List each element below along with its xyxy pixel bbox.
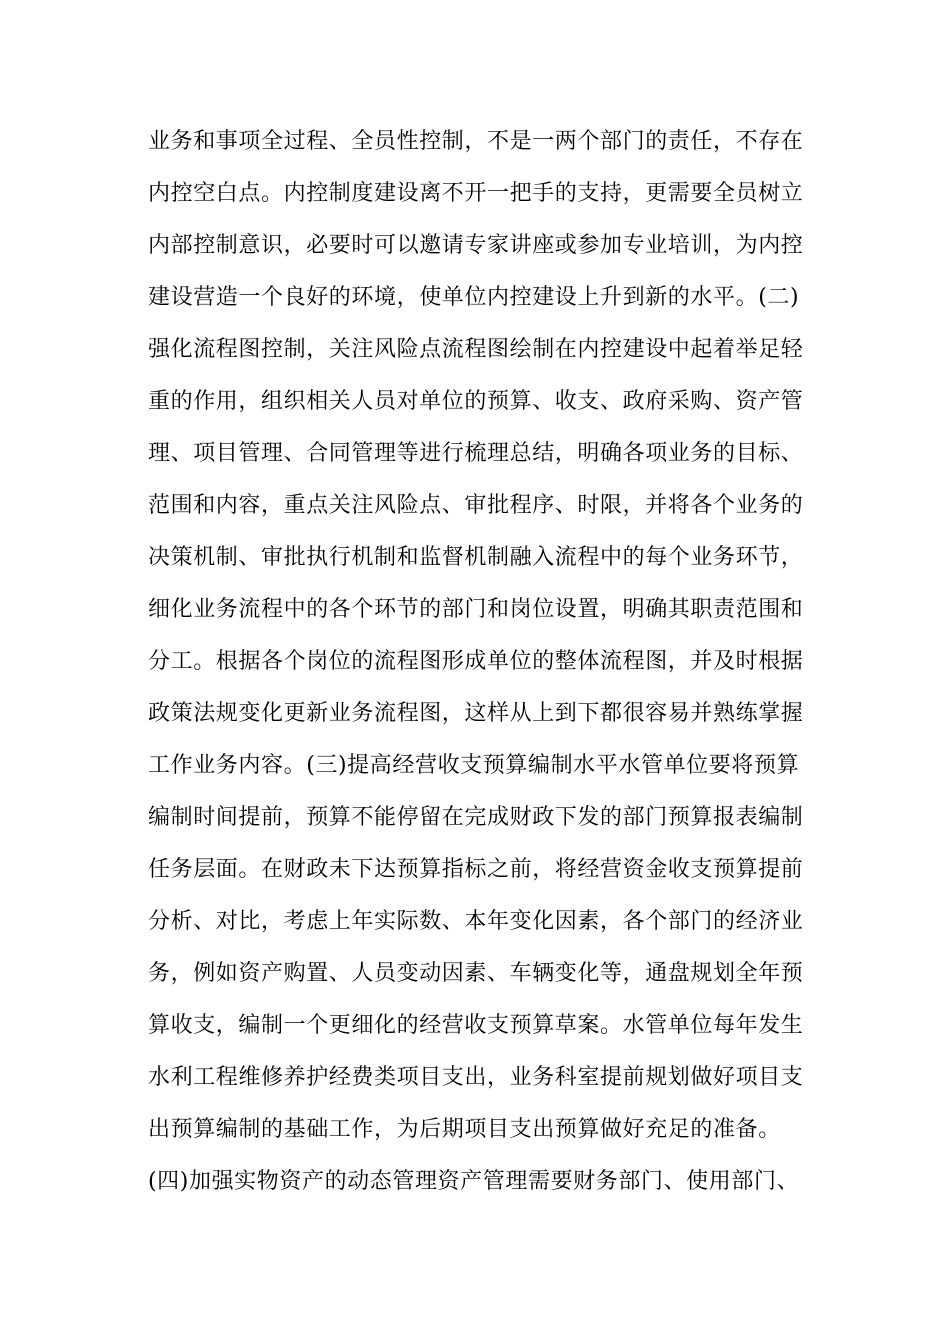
text-line: 分析、对比，考虑上年实际数、本年变化因素，各个部门的经济业 xyxy=(148,909,804,934)
text-line: 决策机制、审批执行机制和监督机制融入流程中的每个业务环节， xyxy=(148,545,804,570)
text-line: 建设营造一个良好的环境，使单位内控建设上升到新的水平。(二) xyxy=(148,285,800,310)
text-line: 任务层面。在财政未下达预算指标之前，将经营资金收支预算提前 xyxy=(148,857,804,882)
text-line: 分工。根据各个岗位的流程图形成单位的整体流程图，并及时根据 xyxy=(148,649,804,674)
text-line: 水利工程维修养护经费类项目支出，业务科室提前规划做好项目支 xyxy=(148,1065,804,1090)
body-text xyxy=(148,116,808,1208)
text-line: 算收支，编制一个更细化的经营收支预算草案。水管单位每年发生 xyxy=(148,1013,804,1038)
text-line: 出预算编制的基础工作，为后期项目支出预算做好充足的准备。 xyxy=(148,1117,781,1142)
text-line: (四)加强实物资产的动态管理资产管理需要财务部门、使用部门、 xyxy=(148,1169,800,1194)
text-line: 务，例如资产购置、人员变动因素、车辆变化等，通盘规划全年预 xyxy=(148,961,804,986)
text-line: 业务和事项全过程、全员性控制，不是一两个部门的责任，不存在 xyxy=(148,129,804,154)
text-line: 强化流程图控制，关注风险点流程图绘制在内控建设中起着举足轻 xyxy=(148,337,804,362)
text-line: 内控空白点。内控制度建设离不开一把手的支持，更需要全员树立 xyxy=(148,181,804,206)
text-line: 编制时间提前，预算不能停留在完成财政下发的部门预算报表编制 xyxy=(148,805,804,830)
text-line: 政策法规变化更新业务流程图，这样从上到下都很容易并熟练掌握 xyxy=(148,701,804,726)
text-line: 工作业务内容。(三)提高经营收支预算编制水平水管单位要将预算 xyxy=(148,753,800,778)
text-line: 细化业务流程中的各个环节的部门和岗位设置，明确其职责范围和 xyxy=(148,597,804,622)
text-line: 理、项目管理、合同管理等进行梳理总结，明确各项业务的目标、 xyxy=(148,441,804,466)
text-line: 内部控制意识，必要时可以邀请专家讲座或参加专业培训，为内控 xyxy=(148,233,804,258)
text-line: 范围和内容，重点关注风险点、审批程序、时限，并将各个业务的 xyxy=(148,493,804,518)
text-line: 重的作用，组织相关人员对单位的预算、收支、政府采购、资产管 xyxy=(148,389,804,414)
